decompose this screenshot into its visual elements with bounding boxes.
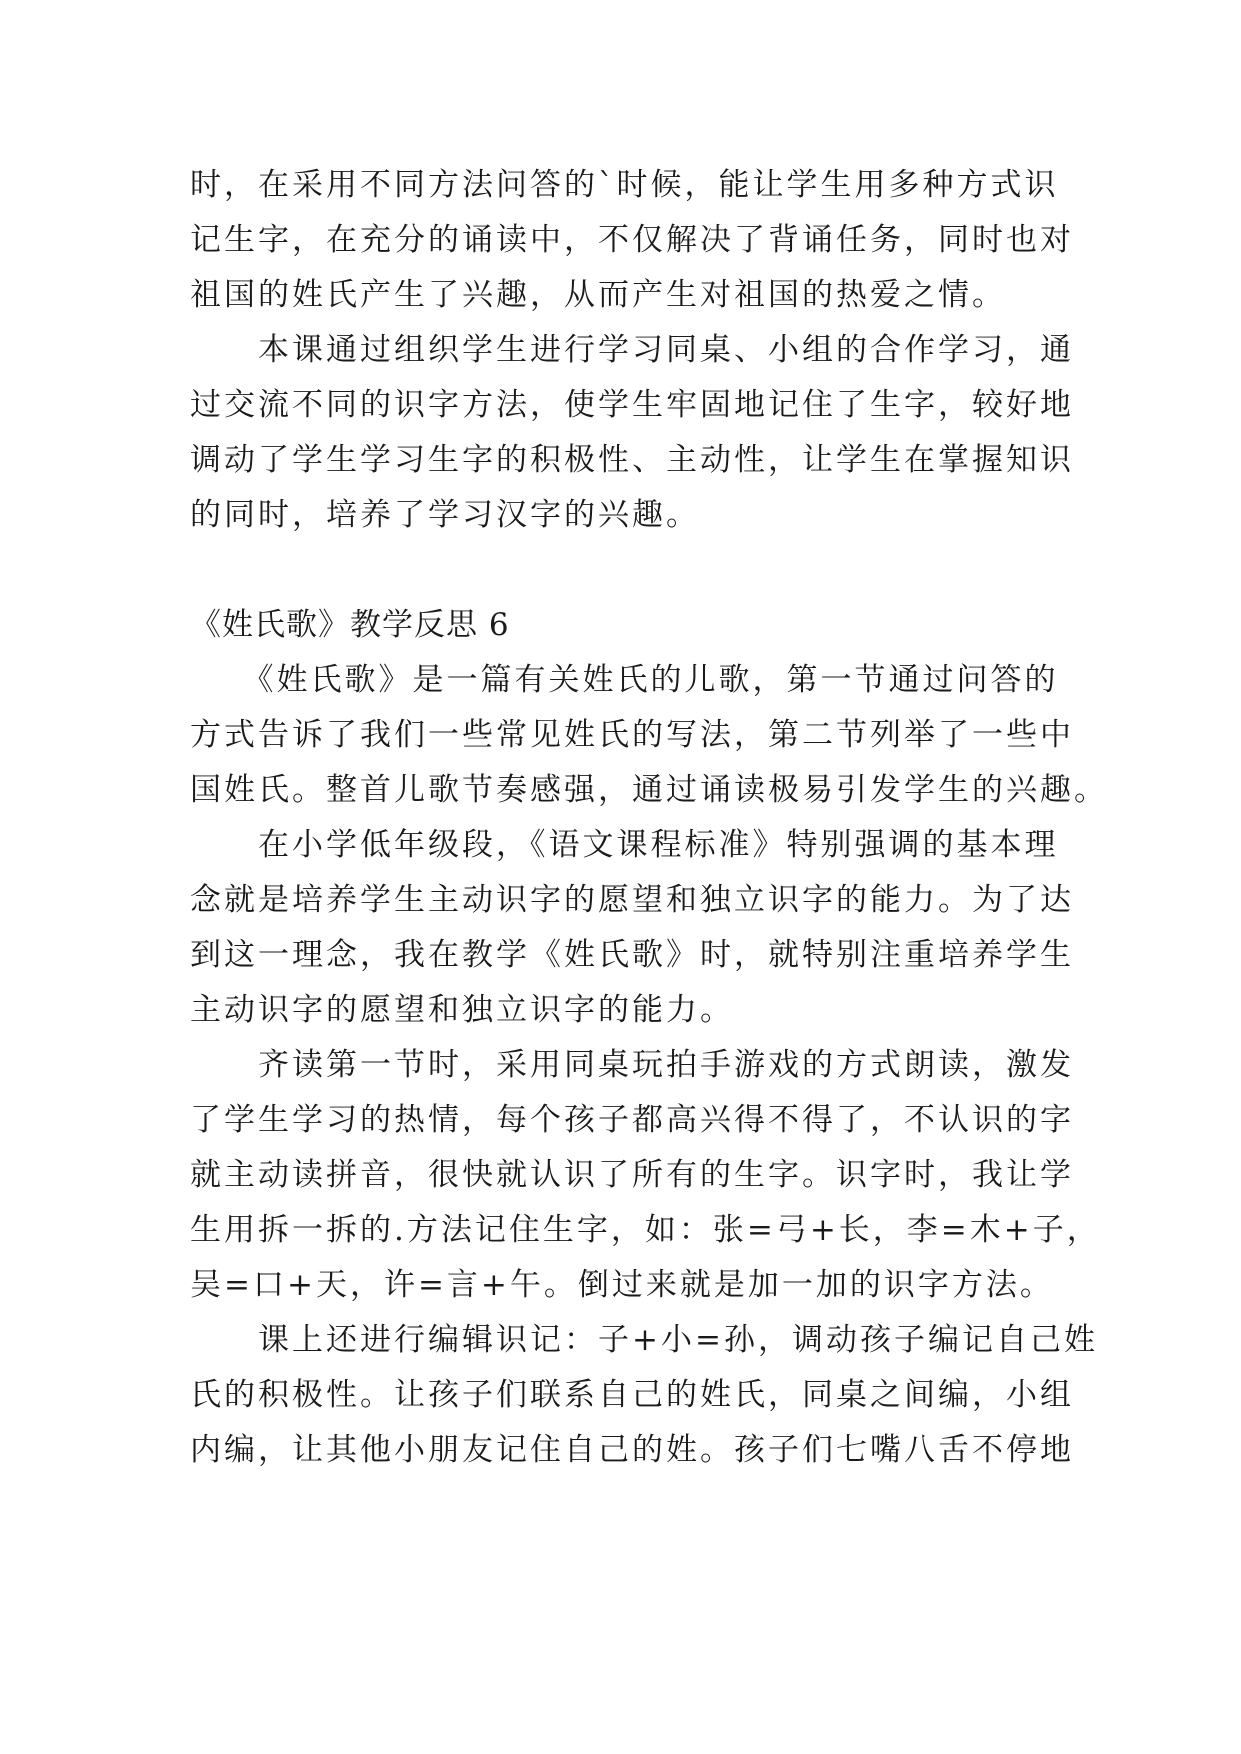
text-line: 国姓氏。整首儿歌节奏感强，通过诵读极易引发学生的兴趣。 [190,772,1108,808]
text-line: 祖国的姓氏产生了兴趣，从而产生对祖国的热爱之情。 [190,277,1006,313]
text-line: 《姓氏歌》是一篇有关姓氏的儿歌，第一节通过问答的 [190,662,1059,698]
text-line: 齐读第一节时，采用同桌玩拍手游戏的方式朗读，激发 [190,1047,1074,1083]
text-line: 课上还进行编辑识记：子+小=孙，调动孩子编记自己姓 [190,1322,1098,1358]
text-line: 方式告诉了我们一些常见姓氏的写法，第二节列举了一些中 [190,717,1074,753]
text-line: 记生字，在充分的诵读中，不仅解决了背诵任务，同时也对 [190,222,1074,258]
text-line: 本课通过组织学生进行学习同桌、小组的合作学习，通 [190,332,1074,368]
text-line: 氏的积极性。让孩子们联系自己的姓氏，同桌之间编，小组 [190,1377,1074,1413]
text-line: 内编，让其他小朋友记住自己的姓。孩子们七嘴八舌不停地 [190,1432,1074,1468]
section-title: 《姓氏歌》教学反思 6 [190,607,510,643]
text-line: 主动识字的愿望和独立识字的能力。 [190,992,734,1028]
text-line: 时，在采用不同方法问答的`时候，能让学生用多种方式识 [190,167,1059,203]
text-line: 过交流不同的识字方法，使学生牢固地记住了生字，较好地 [190,387,1074,423]
text-line: 就主动读拼音，很快就认识了所有的生字。识字时，我让学 [190,1157,1074,1193]
text-line: 到这一理念，我在教学《姓氏歌》时，就特别注重培养学生 [190,937,1074,973]
text-line: 在小学低年级段，《语文课程标准》特别强调的基本理 [190,827,1059,863]
text-line: 调动了学生学习生字的积极性、主动性，让学生在掌握知识 [190,442,1074,478]
text-line: 的同时，培养了学习汉字的兴趣。 [190,497,700,533]
text-line: 吴=口+天，许=言+午。倒过来就是加一加的识字方法。 [190,1267,1054,1303]
text-line: 生用拆一拆的.方法记住生字，如：张=弓+长，李=木+子， [190,1212,1101,1248]
text-line: 念就是培养学生主动识字的愿望和独立识字的能力。为了达 [190,882,1074,918]
text-line: 了学生学习的热情，每个孩子都高兴得不得了，不认识的字 [190,1102,1074,1138]
